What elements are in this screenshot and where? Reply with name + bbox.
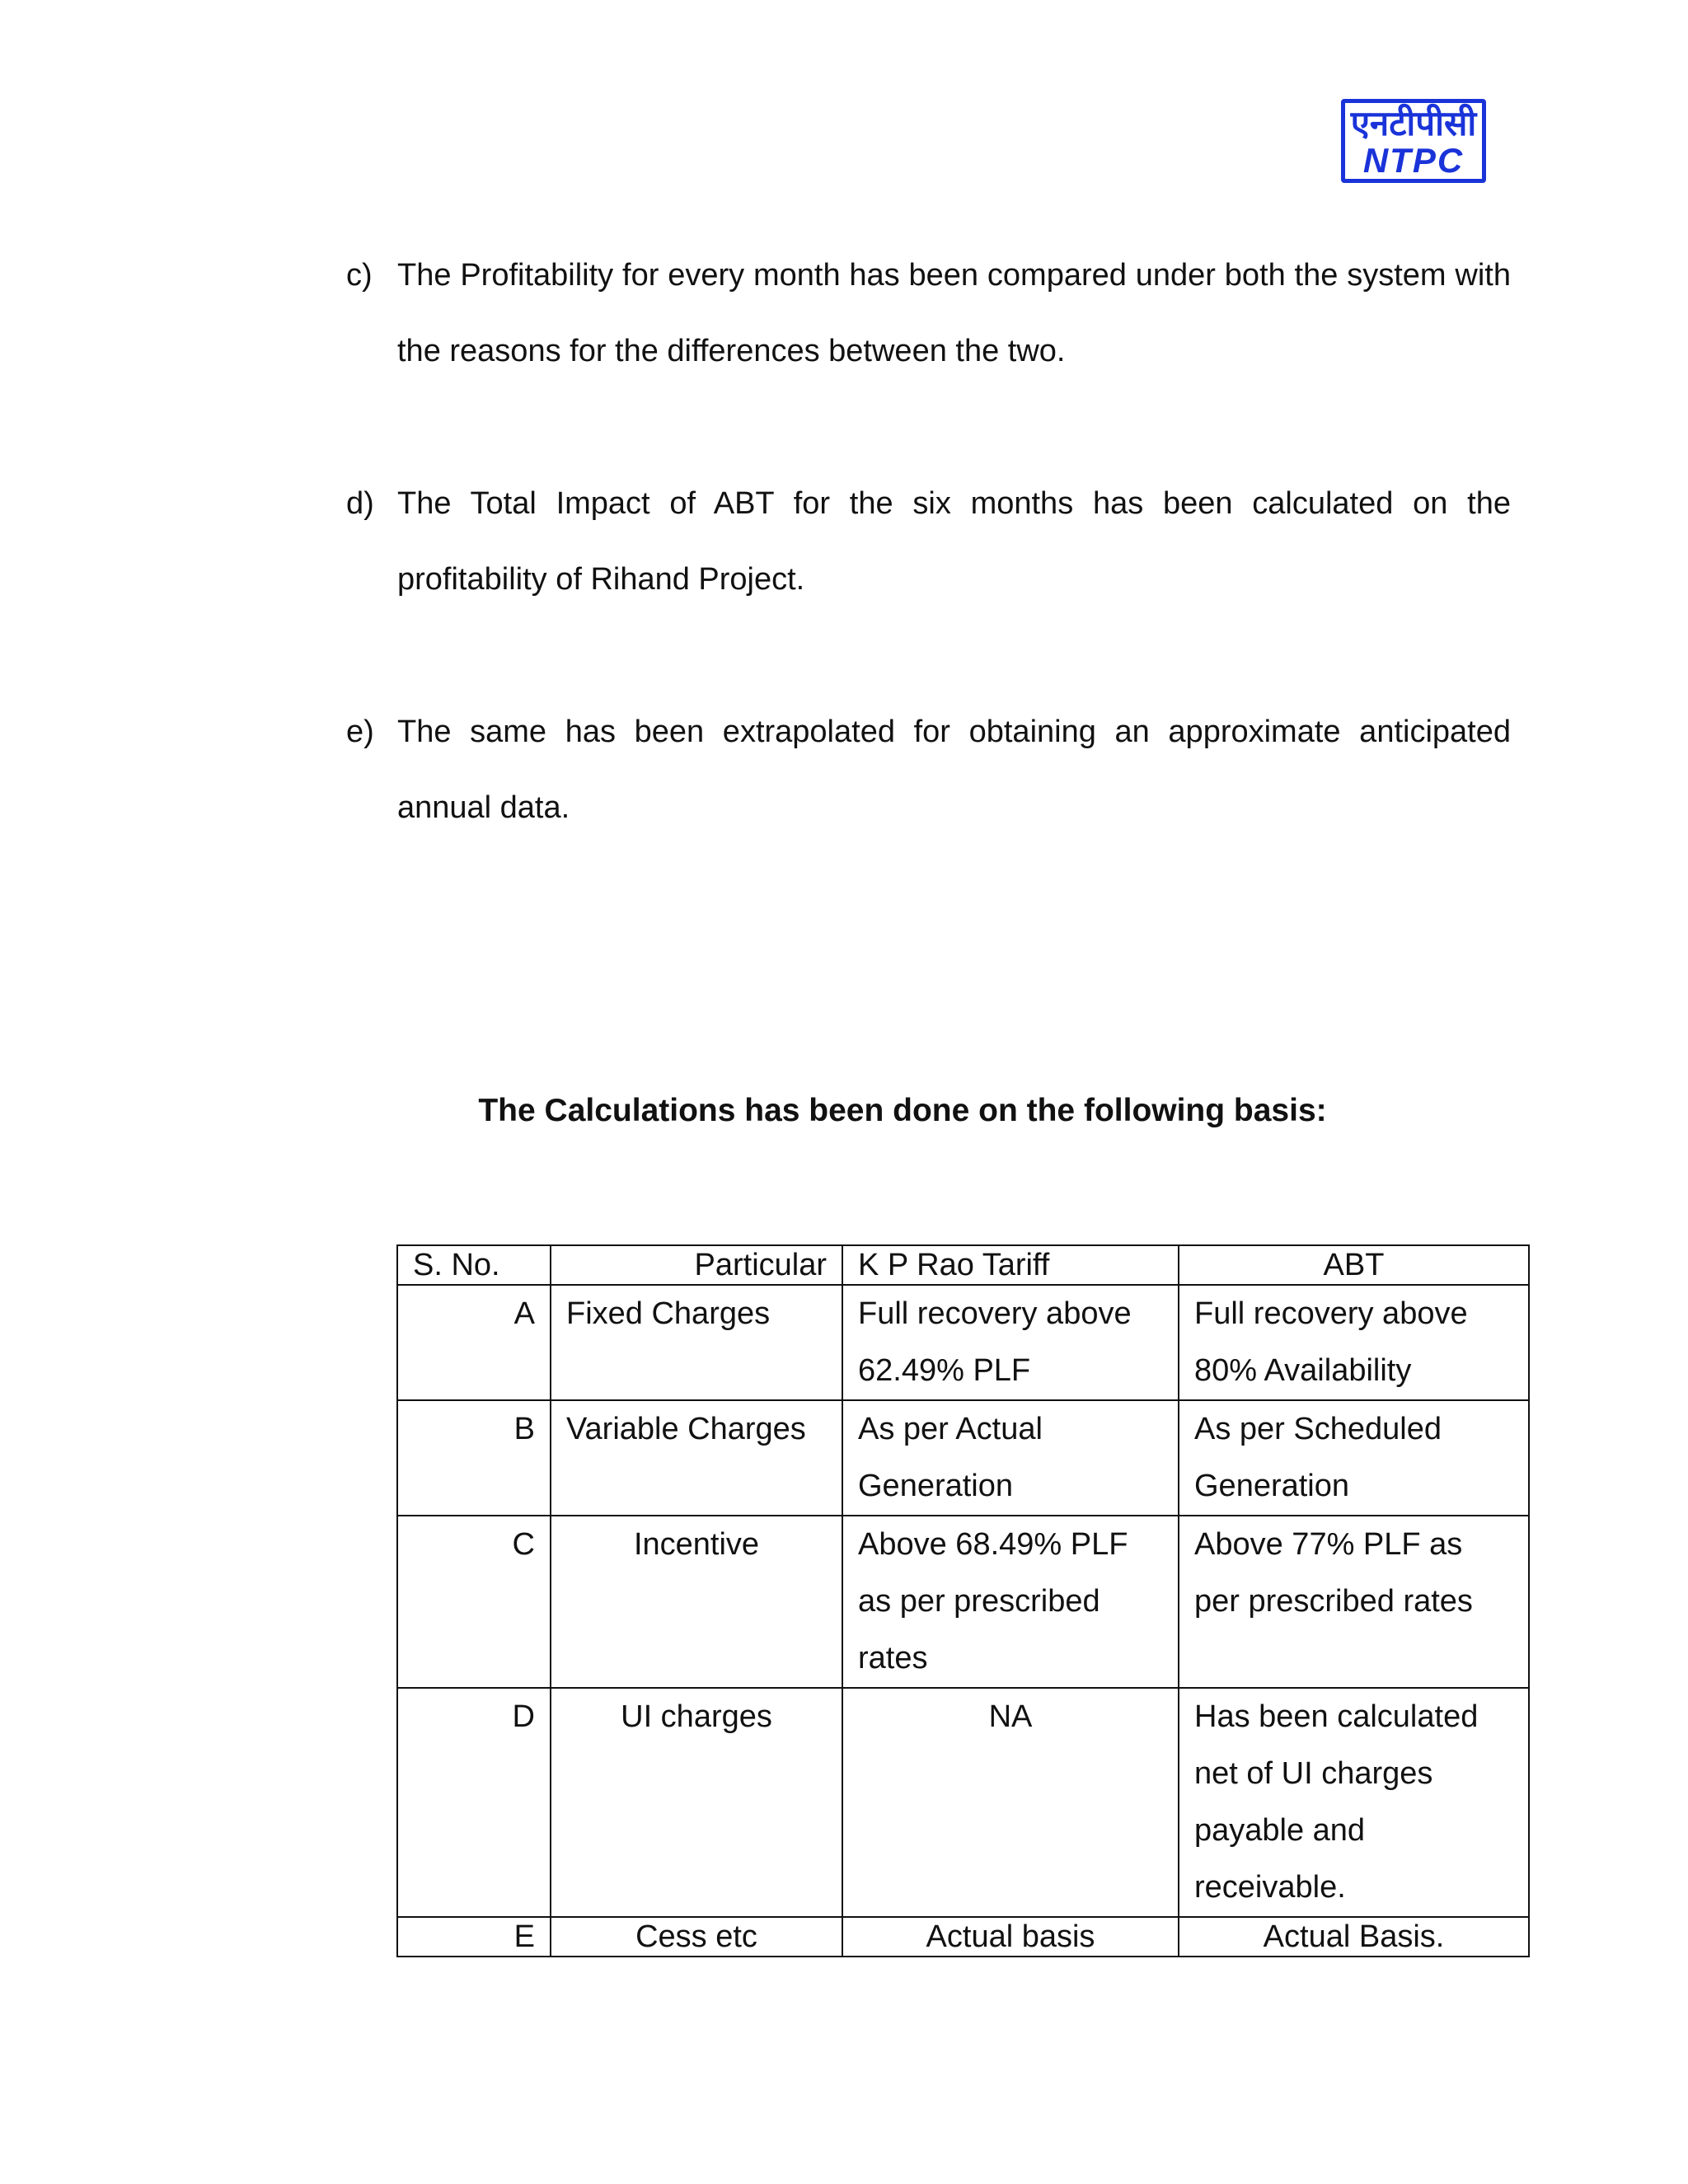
cell-line: net of UI charges xyxy=(1194,1756,1433,1791)
list-item-text: The Profitability for every month has been compared under both the system with the reasons for the differences between the two. xyxy=(397,258,1511,368)
list-item-text: The Total Impact of ABT for the six months has been calculated on the profitability of Rihand Project. xyxy=(397,486,1511,597)
cell-abt xyxy=(1179,1400,1529,1516)
header-kp-rao-tariff: K P Rao Tariff xyxy=(842,1245,1179,1285)
cell-sno: A xyxy=(397,1285,551,1400)
ntpc-logo xyxy=(1341,99,1486,183)
cell-line: Full recovery above xyxy=(858,1296,1132,1331)
list-item-c xyxy=(346,237,1511,389)
cell-line: Generation xyxy=(858,1469,1014,1503)
list-marker: c) xyxy=(346,258,373,293)
cell-line: 80% Availability xyxy=(1194,1353,1412,1388)
cell-line: payable and xyxy=(1194,1813,1366,1848)
cell-line: Above 68.49% PLF xyxy=(858,1527,1128,1562)
table-row xyxy=(397,1917,1529,1957)
cell-kp-rao xyxy=(842,1285,1179,1400)
calculation-basis-table xyxy=(396,1244,1530,1957)
list-item-text: The same has been extrapolated for obtaining an approximate anticipated annual data. xyxy=(397,715,1511,825)
table-row xyxy=(397,1688,1529,1917)
cell-particular: Incentive xyxy=(551,1516,842,1688)
cell-line: As per Actual xyxy=(858,1412,1043,1446)
cell-kp-rao xyxy=(842,1400,1179,1516)
cell-line: NA xyxy=(988,1699,1033,1734)
cell-sno: D xyxy=(397,1688,551,1917)
table-row xyxy=(397,1516,1529,1688)
cell-line: Generation xyxy=(1194,1469,1350,1503)
cell-line: 62.49% PLF xyxy=(858,1353,1031,1388)
cell-particular: Variable Charges xyxy=(551,1400,842,1516)
cell-line: as per prescribed xyxy=(858,1584,1100,1619)
cell-line: Full recovery above xyxy=(1194,1296,1468,1331)
cell-sno: B xyxy=(397,1400,551,1516)
cell-abt xyxy=(1179,1917,1529,1957)
list-marker: e) xyxy=(346,715,374,749)
header-sno: S. No. xyxy=(397,1245,551,1285)
cell-kp-rao xyxy=(842,1688,1179,1917)
list-item-e xyxy=(346,694,1511,846)
section-heading: The Calculations has been done on the following basis: xyxy=(478,1093,1327,1128)
cell-line: receivable. xyxy=(1194,1870,1346,1905)
logo-hindi-text: एनटीपीसी xyxy=(1350,103,1477,143)
table-row xyxy=(397,1285,1529,1400)
cell-abt xyxy=(1179,1285,1529,1400)
cell-particular: Fixed Charges xyxy=(551,1285,842,1400)
logo-english-text: NTPC xyxy=(1362,141,1465,180)
header-abt: ABT xyxy=(1179,1245,1529,1285)
table-header-row xyxy=(397,1245,1529,1285)
cell-particular: Cess etc xyxy=(551,1917,842,1957)
cell-line: Actual basis xyxy=(926,1919,1095,1954)
cell-sno: E xyxy=(397,1917,551,1957)
header-particular: Particular xyxy=(551,1245,842,1285)
cell-line: Actual Basis. xyxy=(1263,1919,1445,1954)
cell-line: As per Scheduled xyxy=(1194,1412,1442,1446)
cell-line: per prescribed rates xyxy=(1194,1584,1473,1619)
cell-line: Above 77% PLF as xyxy=(1194,1527,1463,1562)
cell-line: rates xyxy=(858,1641,928,1675)
cell-particular: UI charges xyxy=(551,1688,842,1917)
cell-line: Has been calculated xyxy=(1194,1699,1479,1734)
list-item-d xyxy=(346,466,1511,617)
cell-kp-rao xyxy=(842,1917,1179,1957)
list-marker: d) xyxy=(346,486,374,521)
cell-abt xyxy=(1179,1688,1529,1917)
cell-abt xyxy=(1179,1516,1529,1688)
table-row xyxy=(397,1400,1529,1516)
cell-sno: C xyxy=(397,1516,551,1688)
cell-kp-rao xyxy=(842,1516,1179,1688)
